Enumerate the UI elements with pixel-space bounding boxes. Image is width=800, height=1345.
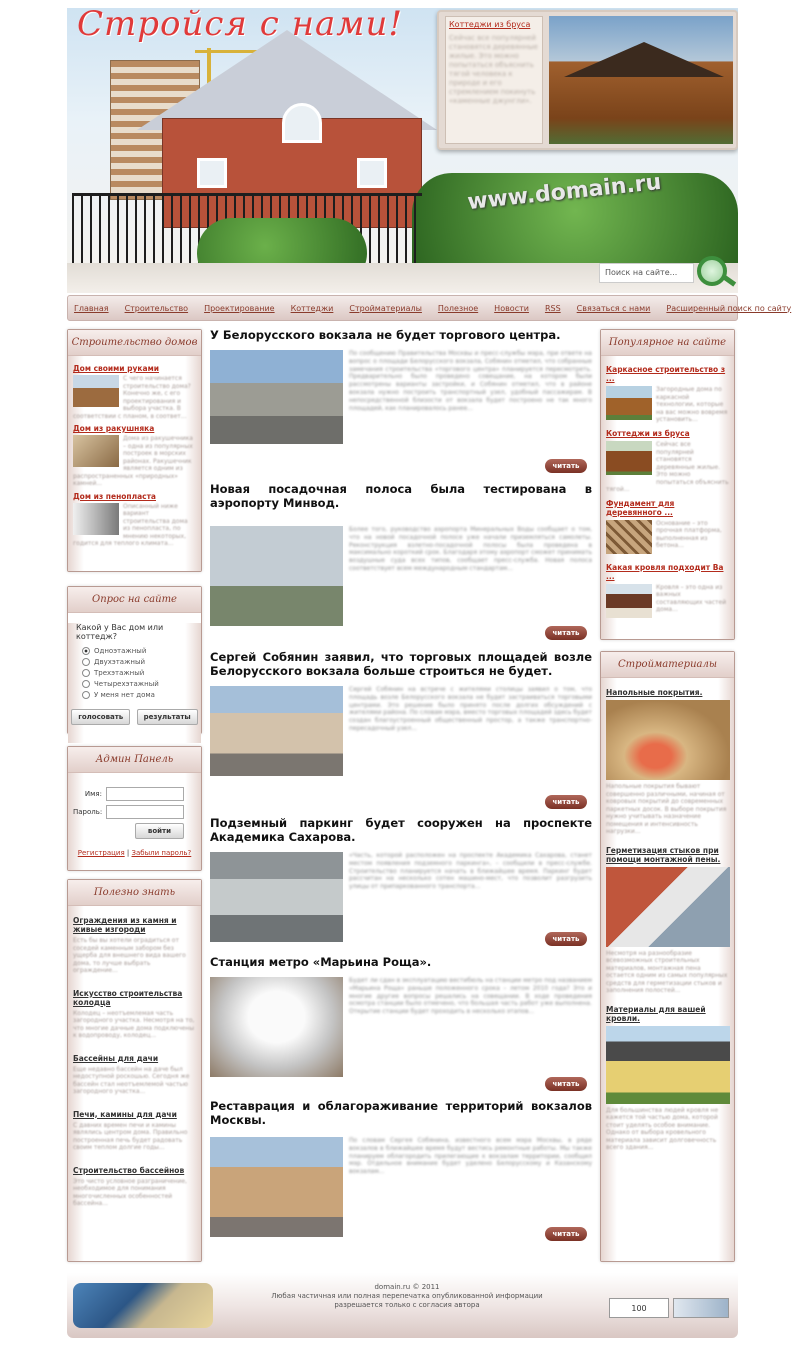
box-body	[68, 906, 201, 1261]
article-excerpt: Для большинства людей кровля не кажется той частью дома, которой стоит уделять особое внимание. Однако от выбора кровельного материала зависит долговечность всего здания...	[606, 1106, 719, 1151]
article-excerpt: Загородные дома по каркасной технологии, которые на вас можно вовремя установить...	[656, 386, 728, 423]
article-link[interactable]: Коттеджи из бруса	[606, 429, 690, 438]
read-more-button[interactable]: читать	[545, 459, 587, 473]
nav-item-cottages[interactable]: Коттеджи	[290, 303, 334, 313]
nav-item-design[interactable]: Проектирование	[204, 303, 275, 313]
poll-actions	[68, 709, 201, 725]
name-label: Имя:	[84, 790, 102, 798]
poll-option-label: Четырехэтажный	[94, 680, 159, 688]
read-more-button[interactable]: читать	[545, 932, 587, 946]
article-link[interactable]: Печи, камины для дачи	[73, 1109, 177, 1119]
popular-box	[600, 329, 735, 640]
visit-counter[interactable]: 100	[609, 1298, 669, 1318]
forgot-password-link[interactable]: Забыли пароль?	[131, 849, 192, 857]
article-excerpt: Колодец – неотъемлемая часть загородного участка. Несмотря на то, что многие дачные дома подключены к водопроводу, колодец...	[73, 1009, 195, 1039]
post-excerpt: Сергей Собянин на встрече с жителями столицы заявил о том, что площадь возле Белорусского вокзала не будет застраиваться торговыми центрами. Это решение было принято после долгих обсуждений с жителями района. По словам мэра, вместо торговых площадей здесь будет создан благоустроенный общественный простор, а также транспортно-пересадочный узел...	[349, 686, 592, 732]
read-more-button[interactable]: читать	[545, 795, 587, 809]
nav-item-construction[interactable]: Строительство	[124, 303, 189, 313]
news-post	[210, 955, 592, 1095]
post-excerpt: Более того, руководство аэропорта Минеральных Воды сообщает о том, что на новой посадочной полосе уже начали приземляться самолеты. Реконструкция взлетно-посадочной полосы была проведена в максимально короткий срок. Благодаря этому аэропорт сможет принимать воздушные суда всех типов, сообщает пресс-служба. Новая полоса соответствует всем международным стандартам...	[349, 526, 592, 572]
article-excerpt: Несмотря на разнообразие всевозможных строительных материалов, монтажная пена остается одним из самых популярных средств для герметизации стыков и заполнения полостей...	[606, 949, 728, 994]
box-body	[68, 623, 201, 743]
article-excerpt: Основание – это прочная платформа, выполненная из бетона...	[656, 519, 722, 549]
header-banner	[67, 8, 738, 293]
article-image[interactable]	[606, 867, 730, 947]
article-link[interactable]: Строительство бассейнов	[73, 1165, 185, 1175]
article-excerpt: Дома из ракушечника – одна из популярных построек в морских районах. Ракушечник является одним из распространенных «природных» камней...	[73, 435, 193, 487]
read-more-button[interactable]: читать	[545, 1227, 587, 1241]
nav-item-advanced-search[interactable]: Расширенный поиск по сайту	[666, 303, 792, 313]
promo-title-link[interactable]: Коттеджи из бруса	[449, 20, 531, 29]
news-post	[210, 816, 592, 946]
box-title: Опрос на сайте	[68, 587, 201, 613]
post-title[interactable]: Подземный паркинг будет сооружен на проспекте Академика Сахарова.	[210, 816, 592, 844]
copyright-line: разрешается только с согласия автора	[334, 1301, 480, 1309]
search-input[interactable]: Поиск на сайте...	[599, 263, 694, 283]
password-field[interactable]	[106, 805, 184, 819]
poll-option[interactable]	[82, 658, 201, 666]
post-title[interactable]: Реставрация и облагораживание территорий вокзалов Москвы.	[210, 1099, 592, 1127]
article-link[interactable]: Фундамент для деревянного ...	[606, 498, 675, 517]
news-post	[210, 482, 592, 640]
article-excerpt: Сейчас все популярней становятся деревянные жилые. Это можно попытаться объяснить тягой...	[606, 441, 729, 493]
promo-cottage-image[interactable]	[549, 16, 733, 144]
article-link[interactable]: Искусство строительства колодца	[73, 988, 183, 1007]
nav-item-rss[interactable]: RSS	[544, 303, 561, 313]
password-label: Пароль:	[73, 808, 103, 816]
news-post	[210, 650, 592, 810]
site-logo[interactable]: Стройся с нами!	[77, 8, 404, 44]
post-image[interactable]	[210, 350, 343, 444]
login-row	[73, 823, 184, 839]
house-window-image	[282, 103, 322, 143]
article-excerpt: Еще недавно бассейн на даче был недоступной роскошью. Сегодня же бассейн стал неотъемлемой частью загородного участка...	[73, 1065, 190, 1095]
article-link[interactable]: Какая кровля подходит Ва ...	[606, 562, 724, 581]
box-body	[601, 356, 734, 639]
post-title[interactable]: Сергей Собянин заявил, что торговых площадей возле Белорусского вокзала больше строиться не будет.	[210, 650, 592, 678]
news-post	[210, 1099, 592, 1249]
promo-text-panel	[445, 16, 543, 144]
materials-box	[600, 651, 735, 1262]
box-title: Стройматериалы	[601, 652, 734, 678]
article-excerpt: Есть бы вы хотели оградиться от соседей каменным забором без ущерба для внешнего вида вашего дома, то лучше выбрать ограждение...	[73, 937, 186, 974]
page-wrapper	[67, 8, 792, 1338]
house-window-image	[357, 158, 387, 188]
admin-panel-box	[67, 746, 202, 871]
article-excerpt: С давних времен печи и камины являлись центром дома. Правильно построенная печь будет радовать своим теплом долгие годы...	[73, 1121, 188, 1151]
domain-watermark: www.domain.ru	[466, 169, 663, 216]
poll-box	[67, 586, 202, 734]
post-image[interactable]	[210, 686, 343, 776]
radio-button[interactable]	[82, 691, 90, 699]
vote-button[interactable]: голосовать	[71, 709, 130, 725]
nav-item-news[interactable]: Новости	[494, 303, 529, 313]
read-more-button[interactable]: читать	[545, 1077, 587, 1091]
poll-option-label: Одноэтажный	[94, 647, 147, 655]
main-navigation	[67, 295, 792, 321]
article-excerpt: Кровля – это одна из важных составляющих частей дома...	[656, 583, 727, 613]
article-link[interactable]: Дом из пенопласта	[73, 491, 156, 501]
poll-option[interactable]	[82, 669, 201, 677]
article-link[interactable]: Материалы для вашей кровли.	[606, 1004, 706, 1023]
post-title[interactable]: Новая посадочная полоса была тестирована в аэропорту Минвод.	[210, 482, 592, 510]
box-title: Популярное на сайте	[601, 330, 734, 356]
tape-measure-image	[73, 1283, 213, 1328]
poll-option-label: Двухэтажный	[94, 658, 146, 666]
article-link[interactable]: Дом из ракушняка	[73, 424, 155, 433]
footer	[67, 1273, 738, 1338]
name-field[interactable]	[106, 787, 184, 801]
password-row	[73, 805, 184, 819]
register-link[interactable]: Регистрация	[77, 849, 125, 857]
useful-box	[67, 879, 202, 1262]
article-image[interactable]	[606, 700, 730, 780]
promo-description: Сейчас все популярней становятся деревянные жилые. Это можно попытаться объяснить тягой человека к природе и его стремлением покинуть «каменные джунгли».	[449, 34, 538, 105]
news-post	[210, 328, 592, 478]
box-title: Админ Панель	[68, 747, 201, 773]
poll-option-label: Трехэтажный	[94, 669, 145, 677]
post-image[interactable]	[210, 526, 343, 626]
poll-option[interactable]	[82, 680, 201, 688]
post-excerpt: По словам Сергея Собянина, известного всем мэра Москвы, в ряде вокзалов в ближайшее время будут вестись ремонтные работы. Мы также планируем облагородить прилегающие к вокзалам территории, сообщил мэр. Отдельное внимание будет уделено Белорусскому и Казанскому вокзалам...	[349, 1137, 592, 1176]
article-link[interactable]: Каркасное строительство з ...	[606, 365, 726, 383]
post-excerpt: Будет ли сдан в эксплуатацию вестибюль на станции метро под названием «Марьина Роща» раньше положенного срока – летом 2010 года? Это и многие другие вопросы решались на совещании. В ходе проведения осмотра станции было отмечено, что большая часть работ уже выполнена. Открытие станции будет проходить в несколько этапов...	[349, 977, 592, 1016]
promo-cottage-roof	[564, 42, 724, 77]
poll-option[interactable]	[82, 647, 201, 655]
nav-item-materials[interactable]: Стройматериалы	[349, 303, 422, 313]
poll-option-label: У меня нет дома	[94, 691, 155, 699]
post-title[interactable]: У Белорусского вокзала не будет торгового центра.	[210, 328, 561, 342]
post-image[interactable]	[210, 1137, 343, 1237]
box-body	[68, 773, 201, 870]
article-link[interactable]: Ограждения из камня и живые изгороди	[73, 916, 177, 934]
read-more-button[interactable]: читать	[545, 626, 587, 640]
article-link[interactable]: Дом своими руками	[73, 364, 159, 373]
footer-copyright	[217, 1283, 597, 1310]
article-link[interactable]: Герметизация стыков при помощи монтажной пены.	[606, 845, 721, 864]
box-title: Строительство домов	[68, 330, 201, 356]
radio-button[interactable]	[82, 669, 90, 677]
login-button[interactable]: войти	[135, 823, 184, 839]
post-image[interactable]	[210, 852, 343, 942]
copyright-line: Любая частичная или полная перепечатка опубликованной информации	[271, 1292, 543, 1300]
article-image[interactable]	[606, 1026, 730, 1104]
poll-question: Какой у Вас дом или коттедж?	[76, 623, 164, 641]
nav-item-useful[interactable]: Полезное	[437, 303, 479, 313]
article-excerpt: Это чисто условное разграничение, необходимое для понимания многочисленных особенностей бассейна...	[73, 1177, 187, 1207]
radio-button[interactable]	[82, 680, 90, 688]
poll-option[interactable]	[82, 691, 201, 699]
nav-item-contact[interactable]: Связаться с нами	[576, 303, 651, 313]
nav-item-home[interactable]: Главная	[74, 303, 109, 313]
box-title: Полезно знать	[68, 880, 201, 906]
post-excerpt: «Часть, которой расположен на проспекте Академика Сахарова, станет местом появления подземного паркинга», – сообщили в пресс-службе. Строительство планируется начать в ближайшее время. Паркинг будет рассчитан на несколько сотен машино-мест, что позволит разгрузить улицы от припаркованного транспорта...	[349, 852, 592, 891]
article-link[interactable]: Напольные покрытия.	[606, 688, 703, 697]
post-image[interactable]	[210, 977, 343, 1077]
house-window-image	[197, 158, 227, 188]
name-row	[73, 787, 184, 801]
search-icon[interactable]	[697, 256, 727, 286]
post-excerpt: По сообщению Правительства Москвы и пресс-службы мэра, при ответе на вопрос о площади Белорусского вокзала, Собянин отметил, что собранные замечания строительства «торгового центра» планируется пересмотреть. Предварительно было проведено совещание, на котором были рассмотрены варианты застройки, и Собянин отметил, что в районе вокзала нужно построить транспортный узел, удобный пассажирам. В непосредственной близости от вокзала будет построено не так много площадей, как планировалось ранее...	[349, 350, 592, 412]
radio-button[interactable]	[82, 658, 90, 666]
news-feed	[210, 328, 592, 1258]
box-body	[601, 678, 734, 1261]
box-body	[68, 356, 201, 571]
article-excerpt: С чего начинается строительство дома? Конечно же, с его проектирования и выбора участка. В соответствии с планом, в соответ...	[73, 375, 191, 420]
admin-links	[73, 849, 196, 857]
counter-badge[interactable]	[673, 1298, 729, 1318]
article-link[interactable]: Бассейны для дачи	[73, 1053, 159, 1063]
link-separator: |	[126, 849, 130, 857]
build-houses-box	[67, 329, 202, 572]
article-excerpt: Описанный ниже вариант строительства дома из пенопласта, по мнению некоторых, годится для теплого климата...	[73, 502, 188, 547]
results-button[interactable]: результаты	[137, 709, 198, 725]
header-promo[interactable]	[437, 10, 738, 150]
article-excerpt: Напольные покрытия бывают совершенно различными, начиная от ковровых покрытий до современных паркетных досок. В выборе покрытия нужно учитывать назначение помещения и интенсивность нагрузки...	[606, 783, 727, 835]
radio-button[interactable]	[82, 647, 90, 655]
post-title[interactable]: Станция метро «Марьина Роща».	[210, 955, 432, 969]
copyright-line: domain.ru © 2011	[374, 1283, 440, 1291]
